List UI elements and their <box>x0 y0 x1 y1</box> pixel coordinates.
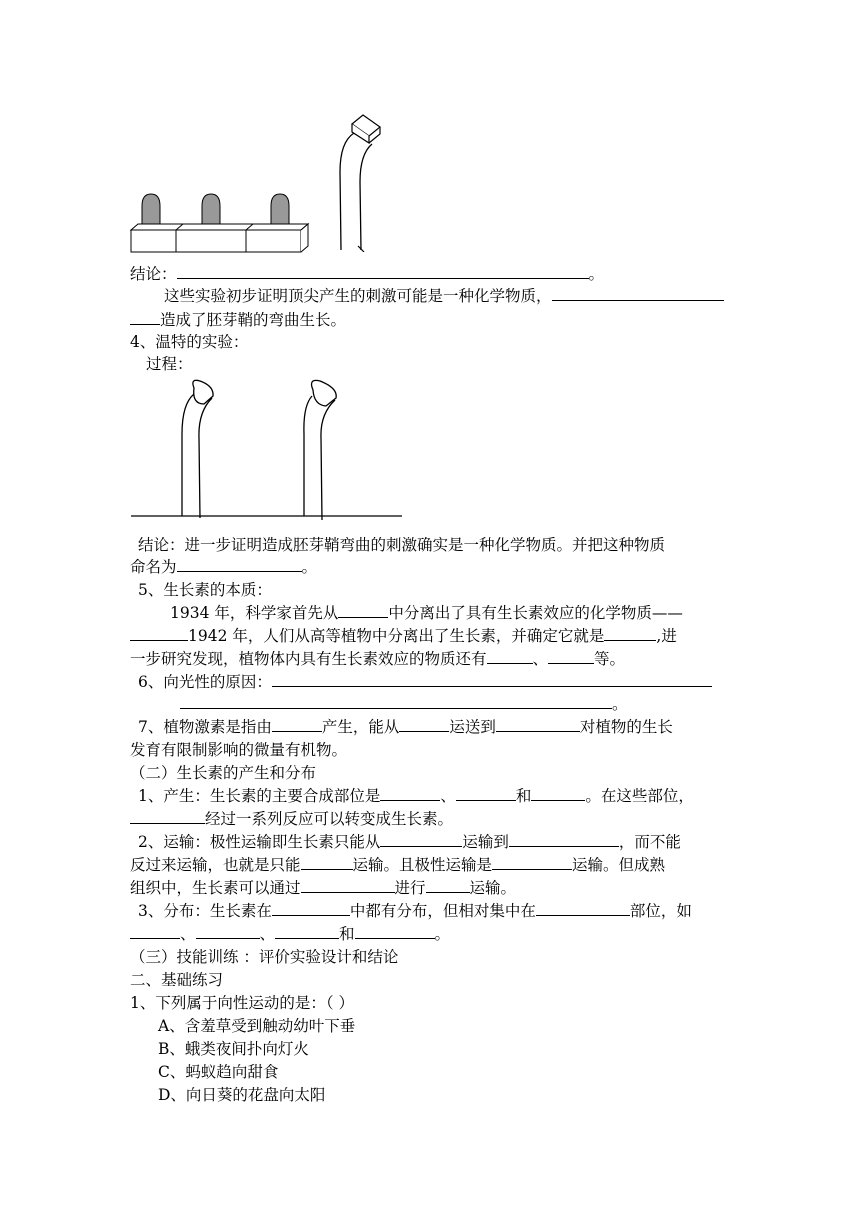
text: ,进 <box>656 627 677 645</box>
blank-field[interactable] <box>130 309 160 325</box>
went-experiment-title: 4、温特的实验： <box>130 333 249 351</box>
conclusion-2-line1: 结论：进一步证明造成胚芽鞘弯曲的刺激确实是一种化学物质。并把这种物质 <box>138 536 666 554</box>
blank-field[interactable] <box>355 923 435 939</box>
text: 对植物的生长 <box>579 718 673 736</box>
blank-field[interactable] <box>509 831 619 847</box>
text: 。 <box>434 925 451 943</box>
text: 1、产生：生长素的主要合成部位是 <box>138 787 381 805</box>
blank-field[interactable] <box>496 716 580 732</box>
text: 、 <box>532 650 549 668</box>
text: 。在这些部位， <box>585 787 694 805</box>
conclusion-label: 结论： <box>130 265 177 283</box>
text: 、 <box>440 787 456 805</box>
exercise-1-question: 1、下列属于向性运动的是：（ ） <box>130 994 355 1012</box>
option-a[interactable]: A、含羞草受到触动幼叶下垂 <box>158 1017 356 1035</box>
text: 反过来运输，也就是只能 <box>130 856 301 874</box>
blank-field[interactable] <box>380 785 440 801</box>
blank-field[interactable] <box>180 693 612 709</box>
blank-field[interactable] <box>177 556 302 572</box>
option-d[interactable]: D、向日葵的花盘向太阳 <box>158 1086 326 1104</box>
agar-block-figure <box>128 190 328 260</box>
blank-field[interactable] <box>426 877 470 893</box>
option-c[interactable]: C、蚂蚁趋向甜食 <box>158 1063 279 1081</box>
text: 6、向光性的原因： <box>138 673 272 691</box>
text: 进行 <box>394 879 426 897</box>
section-2-title: （二）生长素的产生和分布 <box>130 764 317 782</box>
blank-field[interactable] <box>456 785 516 801</box>
text: 造成了胚芽鞘的弯曲生长。 <box>160 311 347 329</box>
blank-field[interactable] <box>272 716 322 732</box>
blank-field[interactable] <box>301 877 395 893</box>
text: 和 <box>339 925 355 943</box>
text: 运输。 <box>469 879 517 897</box>
text: 经过一系列反应可以转变成生长素。 <box>205 810 454 828</box>
period: 。 <box>612 695 628 713</box>
conclusion-2-line2 <box>130 556 317 578</box>
blank-field[interactable] <box>531 785 585 801</box>
text: 1934 年，科学家首先从 <box>170 604 339 622</box>
blank-field[interactable] <box>338 602 388 618</box>
text: 、 <box>259 925 276 943</box>
text: 1942 年，人们从高等植物中分离出了生长素，并确定它就是 <box>188 627 605 645</box>
blank-field[interactable] <box>604 625 656 641</box>
text: 中都有分布，但相对集中在 <box>349 902 536 920</box>
transport-line3 <box>130 877 516 899</box>
text: 等。 <box>594 650 626 668</box>
blank-field[interactable] <box>272 671 712 687</box>
text: 产生，能从 <box>321 718 400 736</box>
section-3-title: （三）技能训练 ：评价实验设计和结论 <box>130 948 399 966</box>
blank-field[interactable] <box>177 263 589 279</box>
experiment-text-line2 <box>130 309 346 331</box>
blank-field[interactable] <box>301 854 353 870</box>
q7-line2: 发育有限制影响的微量有机物。 <box>130 741 348 759</box>
transport-line1 <box>138 831 681 853</box>
text: 部位，如 <box>629 902 692 920</box>
period: 。 <box>588 265 605 283</box>
q5-line1 <box>170 602 683 624</box>
option-b[interactable]: B、蛾类夜间扑向灯火 <box>158 1040 309 1058</box>
text: 这些实验初步证明顶尖产生的刺激可能是一种化学物质， <box>164 287 552 305</box>
blank-field[interactable] <box>380 831 462 847</box>
text: 7、植物激素是指由 <box>138 718 272 736</box>
text: 一步研究发现，植物体内具有生长素效应的物质还有 <box>130 650 487 668</box>
blank-field[interactable] <box>130 923 180 939</box>
blank-field[interactable] <box>399 716 449 732</box>
q6-line1 <box>138 671 712 693</box>
text: 组织中，生长素可以通过 <box>130 879 301 897</box>
blank-field[interactable] <box>492 854 572 870</box>
blank-field[interactable] <box>552 285 724 301</box>
text: 、 <box>180 925 196 943</box>
blank-field[interactable] <box>130 625 188 641</box>
text: 运输到 <box>462 833 509 851</box>
text: 运送到 <box>449 718 496 736</box>
blank-field[interactable] <box>536 900 630 916</box>
distribution-line1 <box>138 900 692 922</box>
production-line2 <box>130 808 453 830</box>
text: 中分离出了具有生长素效应的化学物质—— <box>388 604 683 622</box>
text: 命名为 <box>130 558 177 576</box>
conclusion-1 <box>130 263 604 285</box>
part-2-title: 二、基础练习 <box>130 971 224 989</box>
text: ，而不能 <box>618 833 681 851</box>
text: 2、运输：极性运输即生长素只能从 <box>138 833 381 851</box>
process-label: 过程： <box>146 355 193 373</box>
blank-field[interactable] <box>130 808 205 824</box>
q6-line2 <box>180 693 628 715</box>
q5-line2 <box>130 625 677 647</box>
blank-field[interactable] <box>548 648 594 664</box>
text: 运输。且极性运输是 <box>352 856 493 874</box>
text: 3、分布：生长素在 <box>138 902 272 920</box>
went-experiment-figure <box>128 378 408 523</box>
blank-field[interactable] <box>275 923 339 939</box>
transport-line2 <box>130 854 665 876</box>
q5-line3 <box>130 648 625 670</box>
distribution-line2 <box>130 923 450 945</box>
blank-field[interactable] <box>196 923 260 939</box>
text: 和 <box>515 787 532 805</box>
q5-title: 5、生长素的本质： <box>138 581 272 599</box>
production-line1 <box>138 785 694 807</box>
bent-coleoptile-with-block-figure <box>330 112 390 252</box>
period: 。 <box>301 558 318 576</box>
experiment-text-line1 <box>164 285 724 307</box>
q7-line1 <box>138 716 673 738</box>
blank-field[interactable] <box>272 900 350 916</box>
blank-field[interactable] <box>487 648 533 664</box>
text: 运输。但成熟 <box>572 856 666 874</box>
